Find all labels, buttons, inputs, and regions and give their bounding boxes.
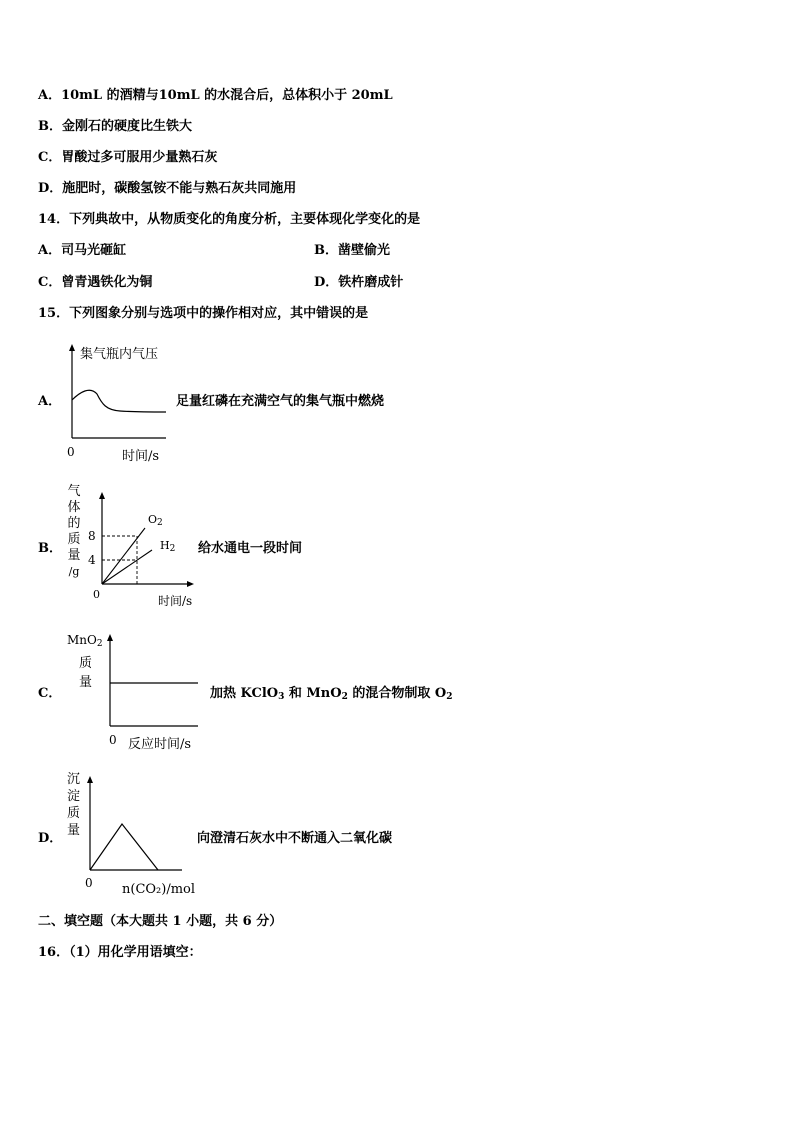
graph-d-origin: 0 <box>85 876 93 890</box>
graph-c-x-label: 反应时间/s <box>128 737 192 752</box>
graph-c <box>100 630 210 730</box>
graph-b-tick-4: 4 <box>88 553 96 567</box>
section-2-heading: 二、填空题（本大题共 1 小题，共 6 分） <box>38 914 283 929</box>
option-b-prev: B．金刚石的硬度比生铁大 <box>38 119 192 134</box>
q14-option-a: A．司马光砸缸 <box>38 243 127 258</box>
graph-a-y-label: 集气瓶内气压 <box>80 347 159 362</box>
graph-c-y-label-line3: 量 <box>79 675 93 690</box>
option-c-prev: C．胃酸过多可服用少量熟石灰 <box>38 150 218 165</box>
q15-option-a-letter: A． <box>38 394 62 409</box>
graph-b-tick-8: 8 <box>88 529 96 543</box>
option-d-prev: D．施肥时，碳酸氢铵不能与熟石灰共同施用 <box>38 181 297 196</box>
graph-b-series-h2: $H_2$ <box>160 539 176 554</box>
graph-c-y-label-line2: 质 <box>79 656 93 671</box>
graph-d-x-label: n(CO₂)/mol <box>122 882 196 897</box>
graph-b-description: 给水通电一段时间 <box>198 541 303 556</box>
graph-a-origin: 0 <box>67 445 75 459</box>
q15-option-d-letter: D． <box>38 831 63 846</box>
graph-c-origin: 0 <box>109 733 117 747</box>
q14-option-c: C．曾青遇铁化为铜 <box>38 275 153 290</box>
graph-b-x-label: 时间/s <box>158 594 193 608</box>
graph-b <box>90 488 200 598</box>
q15-option-c-letter: C． <box>38 686 62 701</box>
graph-a-description: 足量红磷在充满空气的集气瓶中燃烧 <box>176 394 385 409</box>
graph-b-y-label: 气 体 的 质 量 /g <box>67 484 81 578</box>
graph-d-y-label: 沉 淀 质 量 <box>67 772 81 838</box>
graph-d-description: 向澄清石灰水中不断通入二氧化碳 <box>197 831 393 846</box>
q14-option-b: B．凿壁偷光 <box>314 243 390 258</box>
graph-b-series-o2: $O_2$ <box>148 513 163 528</box>
graph-a-x-label: 时间/s <box>122 449 160 464</box>
graph-b-origin: 0 <box>93 588 100 601</box>
graph-c-y-label-line1: MnO$_2$ <box>67 633 103 649</box>
question-14-stem: 14．下列典故中，从物质变化的角度分析，主要体现化学变化的是 <box>38 212 421 227</box>
question-16-stem: 16．（1）用化学用语填空： <box>38 945 202 960</box>
graph-c-description: 加热 KClO$_3$ 和 MnO$_2$ 的混合物制取 $O_2$ <box>210 686 453 702</box>
graph-d <box>80 772 190 872</box>
q15-option-b-letter: B． <box>38 541 62 556</box>
option-a-prev: A．10mL 的酒精与10mL 的水混合后，总体积小于 20mL <box>38 88 393 103</box>
question-15-stem: 15．下列图象分别与选项中的操作相对应，其中错误的是 <box>38 306 369 321</box>
q14-option-d: D．铁杵磨成针 <box>314 275 404 290</box>
